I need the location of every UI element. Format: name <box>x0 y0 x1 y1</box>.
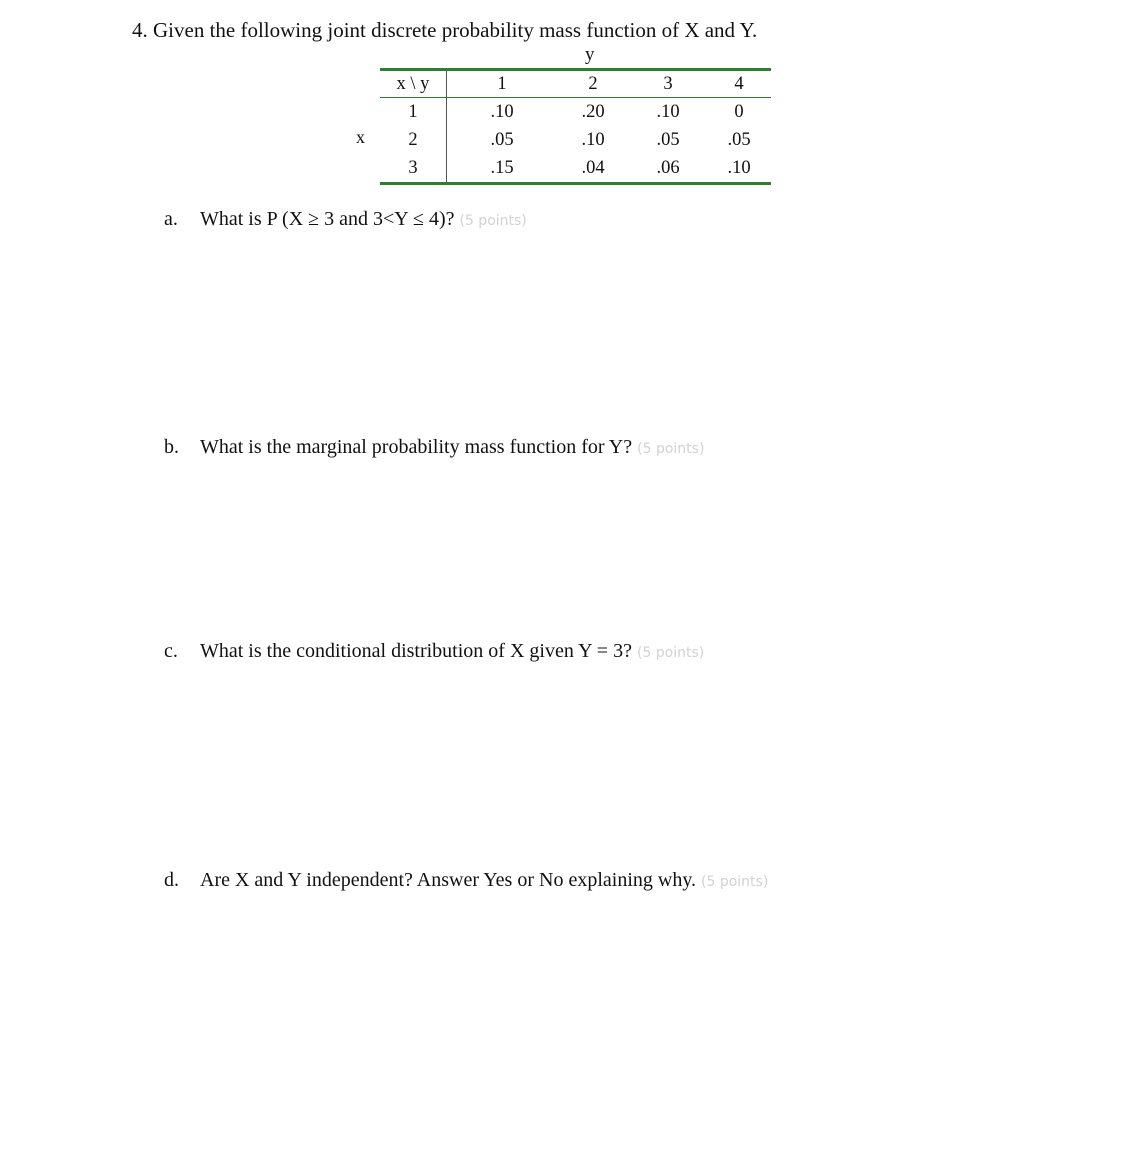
table-row <box>380 154 771 184</box>
column-header: 1 <box>447 70 558 98</box>
part-question: What is P (X ≥ 3 and 3<Y ≤ 4)? <box>200 208 455 230</box>
part-c <box>164 640 704 663</box>
corner-cell: x \ y <box>380 70 447 98</box>
part-points: (5 points) <box>701 874 769 890</box>
table-cell: .15 <box>447 154 558 184</box>
table-cell: .10 <box>490 102 514 122</box>
part-question: What is the marginal probability mass function for Y? <box>200 436 633 458</box>
table-cell: .06 <box>629 154 707 184</box>
part-b <box>164 436 704 459</box>
question-title: 4. Given the following joint discrete probability mass function of X and Y. <box>132 18 758 42</box>
table-cell: .10 <box>707 154 771 184</box>
x-axis-label: x <box>356 127 365 147</box>
row-header: 1 <box>380 98 447 127</box>
y-axis-label: y <box>585 44 595 65</box>
column-header: 3 <box>629 70 707 98</box>
table-row <box>380 126 771 154</box>
table-cell: 0 <box>734 102 744 122</box>
table-cell: .10 <box>656 102 680 122</box>
part-points: (5 points) <box>637 441 705 457</box>
row-header: 3 <box>380 154 447 184</box>
part-points: (5 points) <box>459 213 527 229</box>
column-header: 2 <box>557 70 629 98</box>
part-letter: b. <box>164 436 179 458</box>
table-cell: .05 <box>656 130 680 150</box>
part-question: What is the conditional distribution of X given Y = 3? <box>200 640 632 662</box>
table-cell: .05 <box>727 130 751 150</box>
row-header: 2 <box>380 126 447 154</box>
part-letter: d. <box>164 869 179 891</box>
table-cell: .04 <box>557 154 629 184</box>
table-row <box>380 98 771 127</box>
column-header: 4 <box>707 70 771 98</box>
part-d <box>164 869 768 892</box>
table-header-row <box>380 70 771 98</box>
part-question: Are X and Y independent? Answer Yes or No explaining why. <box>200 869 697 891</box>
part-letter: a. <box>164 208 178 230</box>
table-cell: .20 <box>581 102 605 122</box>
part-points: (5 points) <box>636 645 705 661</box>
part-letter: c. <box>164 640 178 662</box>
table-cell: .10 <box>581 130 605 150</box>
joint-pmf-table <box>380 68 771 185</box>
part-a <box>164 208 527 231</box>
table-cell: .05 <box>490 130 514 150</box>
